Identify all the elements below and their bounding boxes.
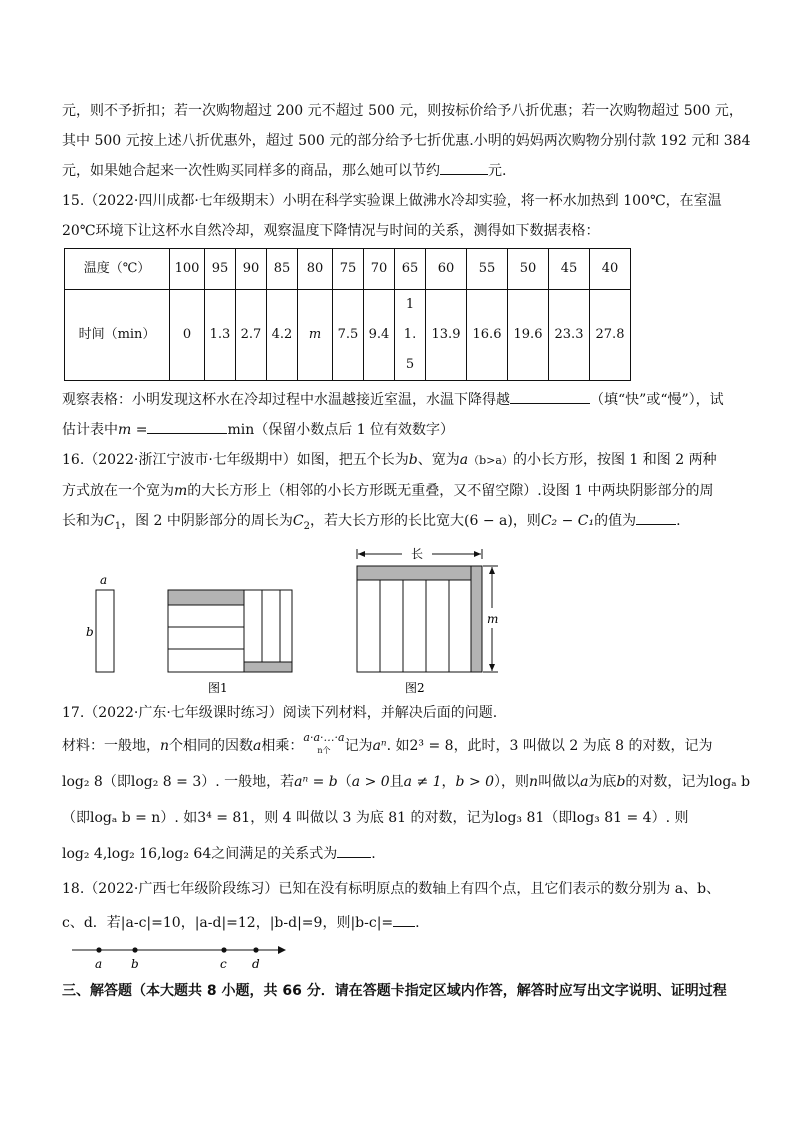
table-cell: 7.5 <box>333 290 364 381</box>
section-3-heading: 三、解答题（本大题共 8 小题，共 66 分．请在答题卡指定区域内作答，解答时应写出文字说明、证明过程 <box>62 982 727 999</box>
p17-text: ，则 4 叫做以 3 为底 81 的对数，记为 <box>250 809 495 826</box>
expression: 2³ = 8 <box>409 737 454 754</box>
p17-text: 记为 <box>344 737 373 754</box>
product-count: n个 <box>317 745 331 755</box>
var-m: m <box>174 483 188 499</box>
table-cell: 16.6 <box>467 290 508 381</box>
table-header-time: 时间（min） <box>65 290 170 381</box>
table-cell: 11.5 <box>395 290 426 381</box>
var-b: b <box>616 773 626 790</box>
var-n: n <box>529 773 539 790</box>
table-cell: 95 <box>205 249 236 290</box>
table-cell: 9.4 <box>364 290 395 381</box>
table-cell: 13.9 <box>426 290 467 381</box>
p17-text: 个相同的因数 <box>169 737 254 754</box>
table-cell: 0 <box>170 290 205 381</box>
p17-text: 材料：一般地， <box>62 737 160 754</box>
table-cell: 40 <box>590 249 631 290</box>
p15-line-4 <box>62 415 732 445</box>
point-c <box>221 947 226 952</box>
var-a: a <box>459 452 469 468</box>
figure-2-caption: 图2 <box>405 680 425 695</box>
p17-line-2 <box>62 728 732 764</box>
table-cell: 85 <box>267 249 298 290</box>
p16-text: 、宽为 <box>417 452 460 468</box>
p16-text: 的值为 <box>594 513 637 529</box>
p17-text: ）. 如 <box>160 809 198 826</box>
answer-blank[interactable] <box>440 158 488 175</box>
expression: logₐ b = n <box>90 809 161 826</box>
expression: C₂ − C₁ <box>540 513 595 529</box>
p18-text: c、d．若|a-c|=10，|a-d|=12，|b-d|=9，则|b-c|= <box>62 914 394 931</box>
p16-text: 方式放在一个宽为 <box>62 483 174 499</box>
table-cell: 23.3 <box>549 290 590 381</box>
table-cell: 19.6 <box>508 290 549 381</box>
expression: b > 0 <box>455 773 495 790</box>
table-cell: 75 <box>333 249 364 290</box>
p17-text: ），则 <box>494 773 530 790</box>
table-cell: 55 <box>467 249 508 290</box>
p16-text: 的大长方形上（相邻的小长方形既无重叠，又不留空隙）.设图 1 中两块阴影部分的周 <box>187 483 714 499</box>
var-a: a <box>580 773 589 790</box>
p14-line-3 <box>62 156 732 186</box>
table-header-temperature: 温度（℃） <box>65 249 170 290</box>
p15-unit-text: min（保留小数点后 1 位有效数字） <box>227 422 455 438</box>
p14-line-1: 元，则不予折扣；若一次购物超过 200 元不超过 500 元，则按标价给予八折优惠；若一次购物超过 500 元， <box>62 103 743 119</box>
product-expression: a·a·…·a <box>303 730 345 744</box>
table-cell: 27.8 <box>590 290 631 381</box>
table-cell: 45 <box>549 249 590 290</box>
subscript: 2 <box>303 520 310 532</box>
p18-line-2 <box>62 906 732 940</box>
expression: logₐ b <box>709 773 751 790</box>
small-rectangle <box>96 590 114 672</box>
p15-text: 估计表中 <box>62 422 118 438</box>
table-cell: 90 <box>236 249 267 290</box>
p16-line-1 <box>62 445 732 476</box>
figure-2-shaded-top <box>357 566 482 580</box>
table-cell: 1.3 <box>205 290 236 381</box>
p16-figures <box>62 546 732 696</box>
label-a: a <box>100 572 108 587</box>
point-b <box>132 947 137 952</box>
table-cell: 70 <box>364 249 395 290</box>
p18-text-end: . <box>415 914 420 931</box>
p17-text: . 如 <box>386 737 410 754</box>
p17-text: 的对数，记为 <box>625 773 710 790</box>
point-c-label: c <box>220 956 227 971</box>
figure-1-caption: 图1 <box>208 680 228 695</box>
answer-blank[interactable] <box>510 387 590 404</box>
figure-2-outline <box>357 566 482 672</box>
p17-line-5 <box>62 836 732 872</box>
p17-line-3 <box>62 764 751 800</box>
var-a: a <box>253 737 262 754</box>
p15-text-hint: （填“快”或“慢”），试 <box>590 392 724 408</box>
expression: a ≠ 1 <box>403 773 442 790</box>
answer-blank[interactable] <box>337 841 371 858</box>
p17-text: 且 <box>389 773 404 790</box>
var-m: m <box>118 422 132 438</box>
point-a-label: a <box>95 956 103 971</box>
condition-text: （b>a） <box>468 454 513 467</box>
p17-text: 相乘： <box>261 737 304 754</box>
p17-text: （即 <box>544 809 573 826</box>
table-cell-m: m <box>298 290 333 381</box>
p15-line-3 <box>62 385 732 415</box>
var-c2: C <box>292 513 304 529</box>
p16-line-3 <box>62 506 732 542</box>
p15-line-2: 20℃环境下让这杯水自然冷却，观察温度下降情况与时间的关系，测得如下数据表格： <box>62 223 600 239</box>
p17-text: ，此时，3 叫做以 2 为底 8 的对数，记为 <box>453 737 713 754</box>
product-notation <box>303 730 344 755</box>
table-cell: 80 <box>298 249 333 290</box>
expression: log₂ 8 = 3 <box>130 773 202 790</box>
equals-sign: = <box>131 422 148 438</box>
p14-text-end: 元. <box>488 163 507 179</box>
p16-text: 16.（2022·浙江宁波市·七年级期中）如图，把五个长为 <box>62 452 409 468</box>
rectangles-diagram <box>62 546 732 696</box>
expression: log₂ 4,log₂ 16,log₂ 64 <box>62 845 212 862</box>
table-row-temperature <box>65 249 631 290</box>
p17-text: ）. 一般地，若 <box>201 773 295 790</box>
expression: (6 − a) <box>464 513 513 529</box>
p17-text: 叫做以 <box>538 773 581 790</box>
expression: aⁿ = b <box>294 773 338 790</box>
p17-text: ， <box>441 773 456 790</box>
p16-text: 长和为 <box>62 513 104 529</box>
p17-text: 之间满足的关系式为 <box>211 845 338 862</box>
p17-text: （即 <box>102 773 131 790</box>
number-line <box>62 940 732 976</box>
figure-2 <box>357 547 498 672</box>
table-cell: 2.7 <box>236 290 267 381</box>
p16-line-2 <box>62 476 732 506</box>
var-b: b <box>408 452 418 468</box>
expression: log₃ 81 <box>494 809 545 826</box>
p14-text: 元，如果她合起来一次性购买同样多的商品，那么她可以节约 <box>62 163 440 179</box>
figure-1-shaded-top <box>168 590 244 605</box>
figure-1-shaded-bottom <box>244 662 292 672</box>
label-long: 长 <box>411 546 424 561</box>
answer-blank[interactable] <box>636 508 676 525</box>
p16-text: 的小长方形，按图 1 和图 2 两种 <box>512 452 717 468</box>
answer-blank[interactable] <box>393 910 415 927</box>
p16-text: ，若大长方形的长比宽大 <box>310 513 464 529</box>
p17-line-4 <box>62 800 732 836</box>
table-cell: 100 <box>170 249 205 290</box>
p17-text: 为底 <box>588 773 617 790</box>
p18-line-1: 18.（2022·广西七年级阶段练习）已知在没有标明原点的数轴上有四个点，且它们表示的数分别为 a、b、 <box>62 880 721 897</box>
p14-line-2: 其中 500 元按上述八折优惠外，超过 500 元的部分给予七折优惠.小明的妈妈两次购物分别付款 192 元和 384 <box>62 133 751 149</box>
answer-blank[interactable] <box>147 417 227 434</box>
table-cell: 60 <box>426 249 467 290</box>
number-line-svg <box>70 940 310 976</box>
figure-1 <box>168 590 292 672</box>
expression: log₃ 81 = 4 <box>572 809 652 826</box>
expression: aⁿ <box>372 737 387 754</box>
point-d-label: d <box>252 956 260 971</box>
point-d <box>253 947 258 952</box>
label-m: m <box>487 611 499 626</box>
p17-text: （ <box>337 773 352 790</box>
p17-text: （即 <box>62 809 90 826</box>
p16-text: ，则 <box>512 513 541 529</box>
temperature-time-table <box>64 248 631 381</box>
expression: log₂ 8 <box>62 773 103 790</box>
expression: a > 0 <box>351 773 390 790</box>
axis-arrow <box>278 946 286 954</box>
var-c1: C <box>104 513 115 529</box>
document-page <box>62 96 751 1006</box>
p17-text-end: . <box>371 845 376 862</box>
figure-2-shaded-right <box>471 566 482 672</box>
table-cell: 4.2 <box>267 290 298 381</box>
p16-text-end: . <box>676 513 681 529</box>
label-b: b <box>86 624 94 639</box>
table-row-time <box>65 290 631 381</box>
var-n: n <box>160 737 170 754</box>
subscript: 1 <box>114 520 122 532</box>
point-a <box>96 947 101 952</box>
table-cell: 50 <box>508 249 549 290</box>
p16-text: ，图 2 中阴影部分的周长为 <box>121 513 293 529</box>
p17-text: ）. 则 <box>651 809 689 826</box>
expression: 3⁴ = 81 <box>197 809 251 826</box>
p17-line-1: 17.（2022·广东·七年级课时练习）阅读下列材料，并解决后面的问题. <box>62 704 498 721</box>
table-cell: 65 <box>395 249 426 290</box>
point-b-label: b <box>131 956 139 971</box>
p15-text: 观察表格：小明发现这杯水在冷却过程中水温越接近室温，水温下降得越 <box>62 392 510 408</box>
p15-line-1: 15.（2022·四川成都·七年级期末）小明在科学实验课上做沸水冷却实验，将一杯水加热到 100℃，在室温 <box>62 193 722 209</box>
